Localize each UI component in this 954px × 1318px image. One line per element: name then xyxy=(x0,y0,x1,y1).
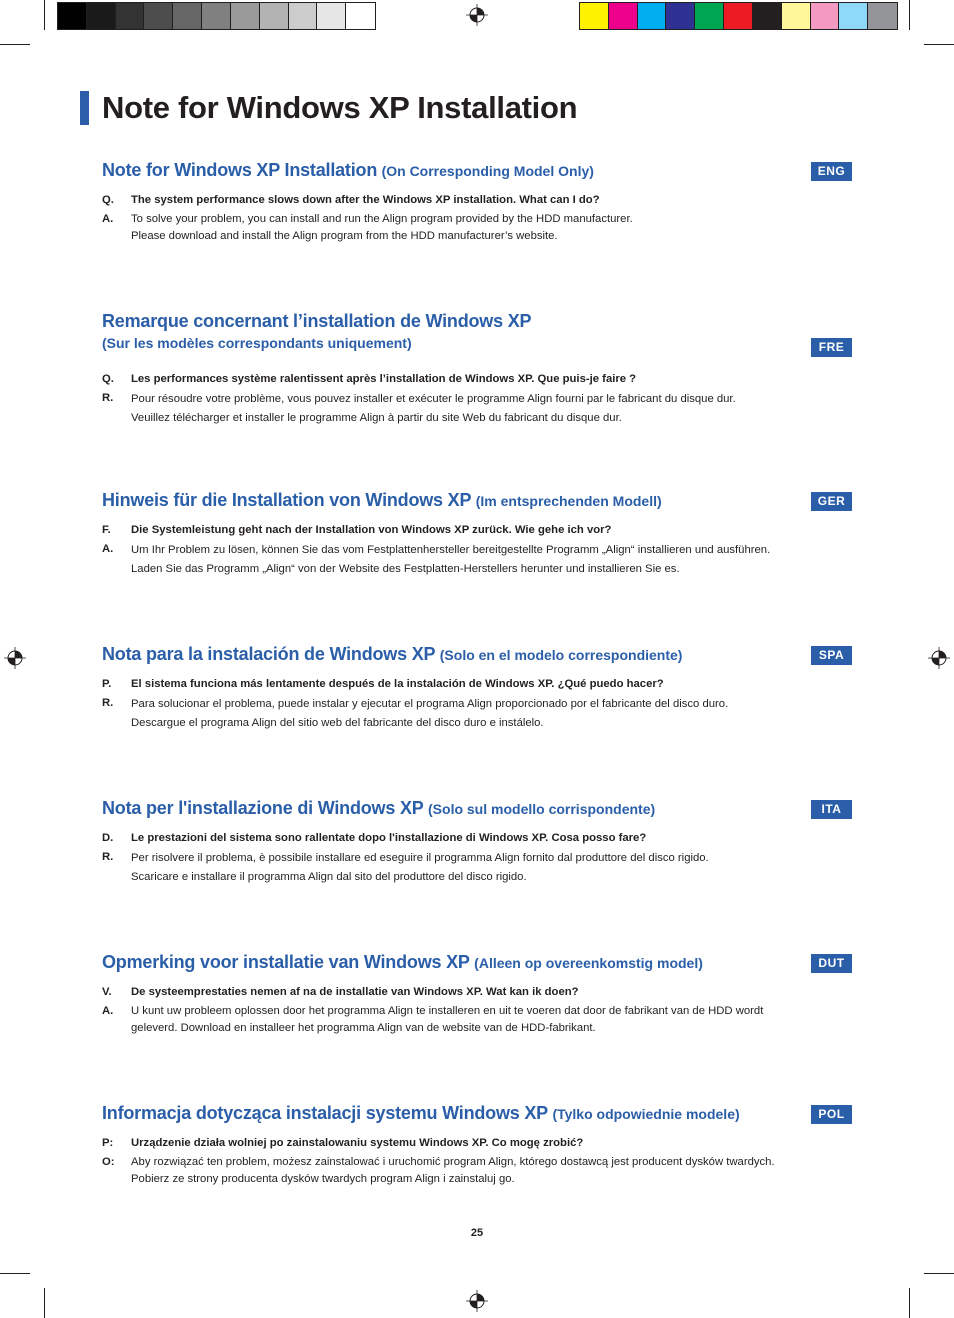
color-swatch xyxy=(116,3,145,29)
answer-text xyxy=(131,390,854,428)
color-swatch xyxy=(87,3,116,29)
color-swatch xyxy=(811,3,840,29)
question-label: F. xyxy=(102,524,111,536)
language-badge: GER xyxy=(811,492,852,511)
question-row xyxy=(102,522,854,539)
question-label: P. xyxy=(102,678,112,690)
section-subtitle: (Alleen op overeenkomstig model) xyxy=(474,955,703,971)
question-text: Les performances système ralentissent après l’installation de Windows XP. Que puis-je faire ? xyxy=(131,373,637,385)
language-badge: POL xyxy=(811,1105,852,1124)
qa-block xyxy=(102,984,854,1037)
answer-line: Scaricare e installare il programma Align dal sito del produttore del disco rigido. xyxy=(131,871,527,883)
color-swatch xyxy=(724,3,753,29)
page-title: Note for Windows XP Installation xyxy=(102,90,578,125)
color-swatch xyxy=(317,3,346,29)
color-swatch xyxy=(289,3,318,29)
answer-line: Descargue el programa Align del sitio web del fabricante del disco duro e instálelo. xyxy=(131,717,544,729)
answer-text xyxy=(131,849,854,887)
question-row xyxy=(102,371,854,388)
section-title: Informacja dotycząca instalacji systemu Windows XP xyxy=(102,1103,548,1123)
qa-block xyxy=(102,371,854,428)
color-swatch xyxy=(839,3,868,29)
crop-mark xyxy=(909,0,910,30)
crop-mark xyxy=(924,44,954,45)
section-header xyxy=(102,644,854,668)
section-subtitle: (Solo sul modello corrispondente) xyxy=(428,801,656,817)
section-ita xyxy=(102,798,854,887)
question-label: Q. xyxy=(102,194,114,206)
question-row xyxy=(102,830,854,847)
section-title: Nota para la instalación de Windows XP xyxy=(102,644,436,664)
color-swatch xyxy=(695,3,724,29)
crop-mark xyxy=(924,1273,954,1274)
answer-line: Aby rozwiązać ten problem, możesz zainstalować i uruchomić program Align, którego dostawcą jest producent dysków twardych. xyxy=(131,1156,775,1168)
section-header xyxy=(102,490,854,514)
question-text: Urządzenie działa wolniej po zainstalowaniu systemu Windows XP. Co mogę zrobić? xyxy=(131,1137,584,1149)
section-header xyxy=(102,160,854,184)
language-badge: ENG xyxy=(811,162,852,181)
answer-label: R. xyxy=(102,851,114,863)
qa-block xyxy=(102,830,854,887)
section-eng xyxy=(102,160,854,245)
question-row xyxy=(102,984,854,1001)
section-header xyxy=(102,311,854,359)
answer-row xyxy=(102,390,854,428)
answer-line: Laden Sie das Programm „Align“ von der Website des Festplatten-Herstellers herunter und installieren Sie es. xyxy=(131,563,680,575)
answer-line: Um Ihr Problem zu lösen, können Sie das vom Festplattenhersteller bereitgestellte Programm „Align“ installieren und ausführen. xyxy=(131,544,771,556)
section-subtitle: (Solo en el modelo correspondiente) xyxy=(439,647,683,663)
answer-label: R. xyxy=(102,697,114,709)
section-spa xyxy=(102,644,854,733)
color-swatch xyxy=(753,3,782,29)
section-fre xyxy=(102,311,854,428)
answer-text xyxy=(131,211,854,245)
qa-block xyxy=(102,1135,854,1188)
color-swatch xyxy=(231,3,260,29)
answer-line: Please download and install the Align program from the HDD manufacturer’s website. xyxy=(131,230,558,242)
question-label: Q. xyxy=(102,373,114,385)
section-subtitle: (Im entsprechenden Modell) xyxy=(475,493,662,509)
color-swatch xyxy=(144,3,173,29)
crop-mark xyxy=(0,44,30,45)
crop-mark xyxy=(909,1288,910,1318)
registration-mark-icon xyxy=(4,647,26,669)
color-swatch xyxy=(346,3,375,29)
section-title: Remarque concernant l’installation de Windows XP xyxy=(102,311,532,331)
section-title: Hinweis für die Installation von Windows XP xyxy=(102,490,472,510)
answer-text xyxy=(131,541,854,579)
answer-label: O: xyxy=(102,1156,115,1168)
question-row xyxy=(102,676,854,693)
qa-block xyxy=(102,522,854,579)
question-row xyxy=(102,1135,854,1152)
color-swatch xyxy=(173,3,202,29)
grayscale-color-bar xyxy=(57,2,376,30)
language-badge: ITA xyxy=(811,800,852,819)
title-accent-bar xyxy=(80,91,89,125)
question-text: El sistema funciona más lentamente después de la instalación de Windows XP. ¿Qué puedo hacer? xyxy=(131,678,664,690)
answer-label: R. xyxy=(102,392,114,404)
answer-line: Para solucionar el problema, puede instalar y ejecutar el programa Align proporcionado por el fabricante del disco duro. xyxy=(131,698,729,710)
section-title: Opmerking voor installatie van Windows XP xyxy=(102,952,470,972)
answer-label: A. xyxy=(102,543,114,555)
registration-mark-icon xyxy=(928,647,950,669)
section-ger xyxy=(102,490,854,579)
color-swatch xyxy=(638,3,667,29)
section-subtitle: (On Corresponding Model Only) xyxy=(381,163,594,179)
section-header xyxy=(102,952,854,976)
color-swatch xyxy=(782,3,811,29)
question-label: D. xyxy=(102,832,114,844)
answer-row xyxy=(102,1003,854,1037)
section-header xyxy=(102,1103,854,1127)
color-swatch xyxy=(260,3,289,29)
crop-mark xyxy=(44,0,45,30)
answer-line: Pour résoudre votre problème, vous pouvez installer et exécuter le programme Align fourni par le fabricant du disque dur. xyxy=(131,393,736,405)
section-subtitle: (Sur les modèles correspondants uniquement) xyxy=(102,335,412,351)
language-badge: DUT xyxy=(811,954,852,973)
answer-row xyxy=(102,1154,854,1188)
section-dut xyxy=(102,952,854,1037)
section-subtitle: (Tylko odpowiednie modele) xyxy=(552,1106,740,1122)
color-swatch xyxy=(666,3,695,29)
registration-mark-icon xyxy=(466,1290,488,1312)
qa-block xyxy=(102,192,854,245)
question-text: Die Systemleistung geht nach der Installation von Windows XP zurück. Wie gehe ich vor? xyxy=(131,524,612,536)
answer-row xyxy=(102,849,854,887)
answer-line: geleverd. Download en installeer het programma Align van de website van de HDD-fabrikant. xyxy=(131,1022,596,1034)
answer-row xyxy=(102,695,854,733)
crop-mark xyxy=(44,1288,45,1318)
answer-label: A. xyxy=(102,1005,114,1017)
answer-line: U kunt uw probleem oplossen door het programma Align te installeren en uit te voeren dat door de fabrikant van de HDD wordt xyxy=(131,1005,764,1017)
answer-row xyxy=(102,211,854,245)
question-text: De systeemprestaties nemen af na de installatie van Windows XP. Wat kan ik doen? xyxy=(131,986,579,998)
cmyk-color-bar xyxy=(579,2,898,30)
section-title: Nota per l'installazione di Windows XP xyxy=(102,798,424,818)
color-swatch xyxy=(202,3,231,29)
section-header xyxy=(102,798,854,822)
crop-mark xyxy=(0,1273,30,1274)
question-text: Le prestazioni del sistema sono rallentate dopo l'installazione di Windows XP. Cosa posso fare? xyxy=(131,832,647,844)
color-swatch xyxy=(868,3,897,29)
registration-mark-icon xyxy=(466,4,488,26)
language-badge: FRE xyxy=(811,338,852,357)
answer-line: Veuillez télécharger et installer le programme Align à partir du site Web du fabricant du disque dur. xyxy=(131,412,622,424)
answer-label: A. xyxy=(102,213,114,225)
qa-block xyxy=(102,676,854,733)
answer-line: Per risolvere il problema, è possibile installare ed eseguire il programma Align fornito dal produttore del disco rigido. xyxy=(131,852,709,864)
section-pol xyxy=(102,1103,854,1188)
question-text: The system performance slows down after the Windows XP installation. What can I do? xyxy=(131,194,600,206)
language-badge: SPA xyxy=(811,646,852,665)
question-label: V. xyxy=(102,986,112,998)
question-row xyxy=(102,192,854,209)
answer-line: To solve your problem, you can install and run the Align program provided by the HDD manufacturer. xyxy=(131,213,633,225)
answer-row xyxy=(102,541,854,579)
question-label: P: xyxy=(102,1137,114,1149)
page-number: 25 xyxy=(470,1227,484,1239)
page-title-block xyxy=(80,90,577,126)
answer-text xyxy=(131,1154,854,1188)
answer-text xyxy=(131,1003,854,1037)
color-swatch xyxy=(58,3,87,29)
answer-line: Pobierz ze strony producenta dysków twardych program Align i zainstaluj go. xyxy=(131,1173,515,1185)
section-title: Note for Windows XP Installation xyxy=(102,160,378,180)
color-swatch xyxy=(580,3,609,29)
answer-text xyxy=(131,695,854,733)
color-swatch xyxy=(609,3,638,29)
